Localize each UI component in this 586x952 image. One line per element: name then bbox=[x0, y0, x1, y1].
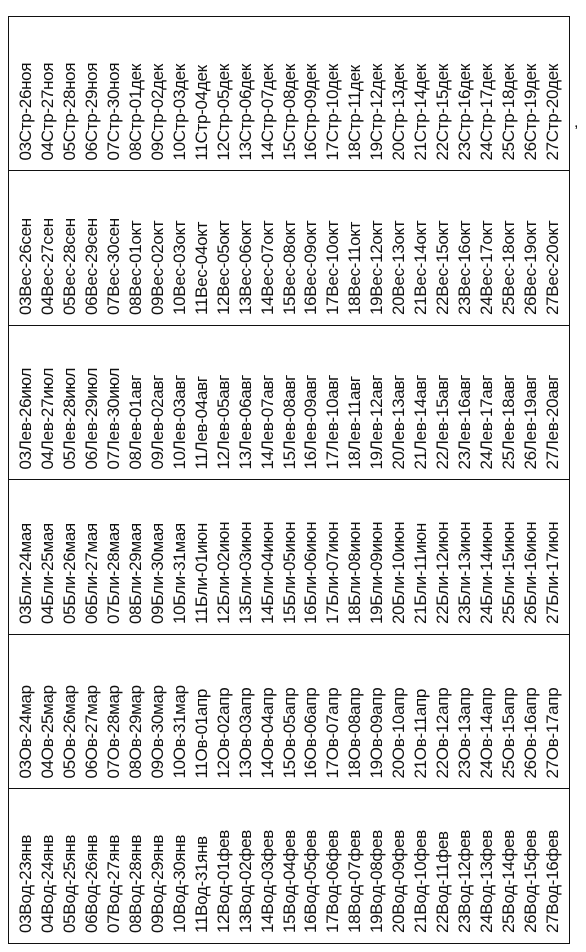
table-cell: 19Лев-12авг bbox=[367, 374, 387, 470]
table-cell: 27Лев-20авг bbox=[542, 374, 562, 470]
table-cell: 19Стр-12дек bbox=[367, 63, 387, 161]
table-cell: 21Вес-14окт bbox=[411, 220, 431, 315]
table-cell: 22Лев-15авг bbox=[432, 374, 452, 470]
table-cell: 14Вес-07окт bbox=[257, 220, 277, 315]
table-cell: 23Вод-12фев bbox=[454, 830, 474, 933]
table-cell: 21Бли-11июн bbox=[411, 523, 431, 624]
table-cell: 10Лев-03авг bbox=[169, 374, 189, 470]
table-cell: 12Бли-02июн bbox=[213, 521, 233, 624]
table-cell: 10Стр-03дек bbox=[169, 63, 189, 161]
table-cell: 22Вес-15окт bbox=[432, 220, 452, 315]
table-cell: 11Стр-04дек bbox=[191, 65, 211, 161]
table-cell: 15Бли-05июн bbox=[279, 521, 299, 624]
table-cell: 18Вес-11окт bbox=[345, 221, 365, 315]
table-cell: 17Вес-10окт bbox=[323, 220, 343, 315]
table-cell: 27Бли-17июн bbox=[542, 521, 562, 624]
table-cell: 09Вод-29янв bbox=[147, 834, 167, 933]
table-cell: 24Стр-17дек bbox=[476, 63, 496, 161]
table-cell: 20Вес-13окт bbox=[389, 220, 409, 315]
table-cell: 15Вес-08окт bbox=[279, 220, 299, 315]
table-cell: 18Стр-11дек bbox=[345, 65, 365, 161]
table-cell: 27Стр-20дек bbox=[542, 63, 562, 161]
table-cell: 08Стр-01дек bbox=[126, 63, 146, 161]
table-cell: 07Вод-27янв bbox=[104, 834, 124, 933]
table-cell: 25Ов-15апр bbox=[498, 687, 518, 779]
table-cell: 03Лев-26июл bbox=[16, 367, 36, 470]
table-cell: 27Вод-16фев bbox=[542, 830, 562, 933]
table-cell: 05Бли-26мая bbox=[60, 523, 80, 624]
table-cell: 14Лев-07авг bbox=[257, 374, 277, 470]
table-cell: 07Вес-30сен bbox=[104, 218, 124, 315]
table-cell: 08Вод-28янв bbox=[126, 834, 146, 933]
table-cell: 21Вод-10фев bbox=[411, 830, 431, 933]
table-column bbox=[9, 171, 569, 326]
table-cell: 23Стр-16дек bbox=[454, 63, 474, 161]
table-cell: 11Бли-01июн bbox=[191, 523, 211, 624]
table-cell: 09Ов-30мар bbox=[147, 685, 167, 779]
table-cell: 03Вод-23янв bbox=[16, 834, 36, 933]
table-cell: 05Стр-28ноя bbox=[60, 62, 80, 161]
table-cell: 15Ов-05апр bbox=[279, 687, 299, 779]
table-cell: 06Стр-29ноя bbox=[82, 62, 102, 161]
table-cell: 23Ов-13апр bbox=[454, 687, 474, 779]
table-cell: 18Вод-07фев bbox=[345, 830, 365, 933]
table-column bbox=[9, 634, 569, 789]
table-cell: 24Вод-13фев bbox=[476, 830, 496, 933]
table-cell: 13Стр-06дек bbox=[235, 63, 255, 161]
table-cell: 20Стр-13дек bbox=[389, 63, 409, 161]
table-cell: 10Ов-31мар bbox=[169, 685, 189, 779]
table-cell: 05Вод-25янв bbox=[60, 834, 80, 933]
table-cell: 26Лев-19авг bbox=[520, 374, 540, 470]
table-cell: 17Стр-10дек bbox=[323, 63, 343, 161]
table-cell: 18Лев-11авг bbox=[345, 376, 365, 470]
table-cell: 19Ов-09апр bbox=[367, 687, 387, 779]
table-cell: 03Вес-26сен bbox=[16, 218, 36, 315]
table-cell: 03Бли-24мая bbox=[16, 523, 36, 624]
table-cell: 12Лев-05авг bbox=[213, 374, 233, 470]
table-cell: 22Стр-15дек bbox=[432, 63, 452, 161]
table-cell: 05Ов-26мар bbox=[60, 685, 80, 779]
table-cell: 22Вод-11фев bbox=[432, 831, 452, 933]
table-cell: 23Лев-16авг bbox=[454, 374, 474, 470]
table-cell: 20Бли-10июн bbox=[389, 521, 409, 624]
table-cell: 07Лев-30июл bbox=[104, 367, 124, 470]
table-cell: 11Вод-31янв bbox=[191, 836, 211, 933]
date-table bbox=[8, 16, 570, 944]
table-cell: 12Стр-05дек bbox=[213, 63, 233, 161]
table-cell: 16Стр-09дек bbox=[301, 63, 321, 161]
table-cell: 12Вес-05окт bbox=[213, 220, 233, 315]
table-cell: 13Лев-06авг bbox=[235, 374, 255, 470]
table-cell: 26Бли-16июн bbox=[520, 521, 540, 624]
table-cell: 24Бли-14июн bbox=[476, 521, 496, 624]
table-cell: 20Лев-13авг bbox=[389, 374, 409, 470]
table-cell: 14Ов-04апр bbox=[257, 687, 277, 779]
table-cell: 26Ов-16апр bbox=[520, 687, 540, 779]
table-cell: 16Бли-06июн bbox=[301, 521, 321, 624]
table-cell: 17Вод-06фев bbox=[323, 830, 343, 933]
table-cell: 09Вес-02окт bbox=[147, 220, 167, 315]
table-column bbox=[9, 17, 569, 171]
table-column bbox=[9, 789, 569, 944]
table-cell: 06Бли-27мая bbox=[82, 523, 102, 624]
table-cell: 06Вод-26янв bbox=[82, 834, 102, 933]
table-cell: 19Вес-12окт bbox=[367, 220, 387, 315]
table-cell: 07Стр-30ноя bbox=[104, 62, 124, 161]
table-cell: 04Ов-25мар bbox=[38, 685, 58, 779]
table-cell: 20Ов-10апр bbox=[389, 687, 409, 779]
table-cell: 25Вод-14фев bbox=[498, 830, 518, 933]
table-cell: 10Бли-31мая bbox=[169, 523, 189, 624]
table-cell: 16Вес-09окт bbox=[301, 220, 321, 315]
table-cell: 15Стр-08дек bbox=[279, 63, 299, 161]
table-cell: 26Вод-15фев bbox=[520, 830, 540, 933]
table-cell: 08Бли-29мая bbox=[126, 523, 146, 624]
table-cell: 26Вес-19окт bbox=[520, 220, 540, 315]
table-cell: 13Вес-06окт bbox=[235, 220, 255, 315]
table-cell: 25Лев-18авг bbox=[498, 374, 518, 470]
table-cell: 06Ов-27мар bbox=[82, 685, 102, 779]
table-cell: 16Лев-09авг bbox=[301, 374, 321, 470]
stray-comma: , bbox=[574, 114, 579, 131]
table-cell: 10Вес-03окт bbox=[169, 220, 189, 315]
table-column bbox=[9, 325, 569, 480]
table-cell: 26Стр-19дек bbox=[520, 63, 540, 161]
table-cell: 13Вод-02фев bbox=[235, 830, 255, 933]
table-cell: 18Ов-08апр bbox=[345, 687, 365, 779]
table-cell: 09Бли-30мая bbox=[147, 523, 167, 624]
table-cell: 21Ов-11апр bbox=[411, 688, 431, 779]
table-cell: 09Стр-02дек bbox=[147, 63, 167, 161]
table-cell: 21Стр-14дек bbox=[411, 63, 431, 161]
table-cell: 11Вес-04окт bbox=[191, 221, 211, 315]
table-cell: 24Лев-17авг bbox=[476, 374, 496, 470]
table-cell: 08Вес-01окт bbox=[126, 220, 146, 315]
table-cell: 15Вод-04фев bbox=[279, 830, 299, 933]
table-cell: 05Лев-28июл bbox=[60, 367, 80, 470]
table-cell: 21Лев-14авг bbox=[411, 374, 431, 470]
table-cell: 12Ов-02апр bbox=[213, 687, 233, 779]
table-cell: 14Бли-04июн bbox=[257, 521, 277, 624]
table-cell: 19Бли-09июн bbox=[367, 521, 387, 624]
table-cell: 18Бли-08июн bbox=[345, 521, 365, 624]
table-cell: 04Бли-25мая bbox=[38, 523, 58, 624]
table-cell: 27Ов-17апр bbox=[542, 687, 562, 779]
table-cell: 03Ов-24мар bbox=[16, 685, 36, 779]
table-cell: 25Вес-18окт bbox=[498, 220, 518, 315]
table-cell: 05Вес-28сен bbox=[60, 218, 80, 315]
table-cell: 19Вод-08фев bbox=[367, 830, 387, 933]
table-cell: 11Ов-01апр bbox=[191, 688, 211, 779]
table-cell: 06Вес-29сен bbox=[82, 218, 102, 315]
table-cell: 22Бли-12июн bbox=[432, 521, 452, 624]
table-cell: 23Бли-13июн bbox=[454, 521, 474, 624]
table-cell: 24Вес-17окт bbox=[476, 220, 496, 315]
table-cell: 07Бли-28мая bbox=[104, 523, 124, 624]
table-cell: 14Стр-07дек bbox=[257, 63, 277, 161]
table-cell: 08Ов-29мар bbox=[126, 685, 146, 779]
table-cell: 04Вод-24янв bbox=[38, 834, 58, 933]
table-cell: 13Ов-03апр bbox=[235, 687, 255, 779]
table-cell: 12Вод-01фев bbox=[213, 830, 233, 933]
table-cell: 14Вод-03фев bbox=[257, 830, 277, 933]
table-cell: 13Бли-03июн bbox=[235, 521, 255, 624]
table-cell: 16Ов-06апр bbox=[301, 687, 321, 779]
table-cell: 23Вес-16окт bbox=[454, 220, 474, 315]
table-cell: 15Лев-08авг bbox=[279, 374, 299, 470]
table-cell: 17Бли-07июн bbox=[323, 521, 343, 624]
table-cell: 08Лев-01авг bbox=[126, 374, 146, 470]
table-cell: 09Лев-02авг bbox=[147, 374, 167, 470]
table-cell: 25Стр-18дек bbox=[498, 63, 518, 161]
table-cell: 27Вес-20окт bbox=[542, 220, 562, 315]
table-cell: 07Ов-28мар bbox=[104, 685, 124, 779]
table-cell: 11Лев-04авг bbox=[191, 376, 211, 470]
table-cell: 04Лев-27июл bbox=[38, 367, 58, 470]
table-cell: 03Стр-26ноя bbox=[16, 62, 36, 161]
table-cell: 20Вод-09фев bbox=[389, 830, 409, 933]
table-cell: 25Бли-15июн bbox=[498, 521, 518, 624]
table-cell: 10Вод-30янв bbox=[169, 834, 189, 933]
table-cell: 24Ов-14апр bbox=[476, 687, 496, 779]
table-cell: 04Вес-27сен bbox=[38, 218, 58, 315]
table-cell: 16Вод-05фев bbox=[301, 830, 321, 933]
table-cell: 22Ов-12апр bbox=[432, 687, 452, 779]
table-cell: 17Ов-07апр bbox=[323, 687, 343, 779]
table-column bbox=[9, 480, 569, 635]
table-cell: 06Лев-29июл bbox=[82, 367, 102, 470]
table-cell: 04Стр-27ноя bbox=[38, 62, 58, 161]
table-cell: 17Лев-10авг bbox=[323, 374, 343, 470]
